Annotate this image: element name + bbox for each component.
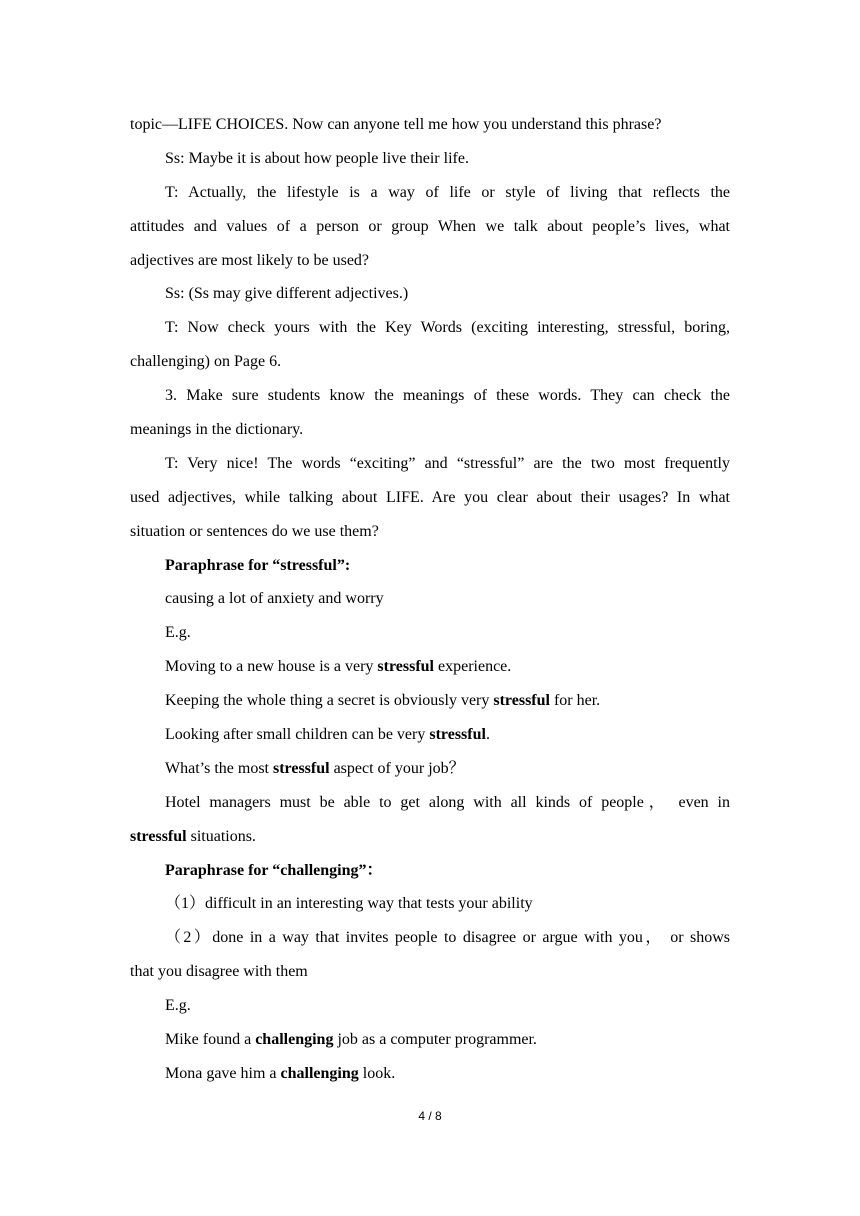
paragraph-line: situation or sentences do we use them?: [130, 522, 379, 540]
paragraph-line: Ss: Maybe it is about how people live their life.: [165, 149, 469, 167]
example-sentence: [130, 718, 730, 752]
paragraph-line: T: Actually, the lifestyle is a way of life or style of living that reflects the: [165, 183, 730, 201]
section-heading: Paraphrase for “challenging”：: [165, 861, 383, 879]
example-label: E.g.: [165, 624, 191, 642]
example-sentence: [130, 684, 730, 718]
definition-line: causing a lot of anxiety and worry: [165, 590, 384, 608]
example-text-after: aspect of your job？: [329, 759, 465, 777]
example-text-after: .: [485, 726, 490, 744]
section-heading: Paraphrase for “stressful”:: [165, 556, 351, 574]
keyword: stressful: [130, 827, 187, 845]
example-text-after: for her.: [549, 692, 601, 710]
example-text-after: situations.: [186, 827, 256, 845]
example-text-before: Moving to a new house is a very: [165, 658, 378, 676]
paragraph-line: adjectives are most likely to be used?: [130, 251, 370, 269]
paragraph-line: challenging) on Page 6.: [130, 353, 282, 371]
example-text-after: experience.: [434, 658, 512, 676]
keyword: stressful: [272, 759, 330, 777]
example-sentence: [130, 820, 730, 854]
example-text-before: Keeping the whole thing a secret is obviously very: [165, 692, 494, 710]
example-sentence: [130, 650, 730, 684]
example-text-before: Looking after small children can be very: [165, 726, 430, 744]
keyword: challenging: [280, 1064, 359, 1082]
example-label: E.g.: [165, 997, 191, 1015]
paragraph-line: meanings in the dictionary.: [130, 421, 304, 439]
example-sentence: [130, 1057, 730, 1091]
paragraph-line: attitudes and values of a person or group When we talk about people’s lives, what: [130, 217, 730, 235]
keyword: stressful: [377, 658, 434, 676]
example-text-before: Mike found a: [165, 1031, 256, 1049]
definition-line: that you disagree with them: [130, 963, 308, 981]
page-number: 4 / 8: [418, 1109, 442, 1123]
paragraph-line: T: Very nice! The words “exciting” and “stressful” are the two most frequently: [165, 454, 730, 472]
example-text-after: job as a computer programmer.: [333, 1031, 537, 1049]
paragraph-line: 3. Make sure students know the meanings of these words. They can check the: [165, 387, 730, 405]
example-sentence: Hotel managers must be able to get along with all kinds of people， even in: [165, 793, 730, 811]
document-page: [130, 108, 730, 1091]
example-text-before: What’s the most: [165, 759, 273, 777]
keyword: stressful: [429, 726, 486, 744]
paragraph-line: topic—LIFE CHOICES. Now can anyone tell me how you understand this phrase?: [130, 116, 662, 133]
definition-line: （1）difficult in an interesting way that tests your ability: [165, 895, 533, 913]
definition-line: （2）done in a way that invites people to disagree or argue with you， or shows: [165, 929, 730, 947]
paragraph-line: Ss: (Ss may give different adjectives.): [165, 285, 409, 303]
paragraph-line: T: Now check yours with the Key Words (exciting interesting, stressful, boring,: [165, 319, 730, 337]
example-text-before: Mona gave him a: [165, 1064, 281, 1082]
example-text-after: look.: [358, 1064, 396, 1082]
example-sentence: [130, 752, 730, 786]
keyword: challenging: [255, 1031, 334, 1049]
paragraph-line: used adjectives, while talking about LIFE. Are you clear about their usages? In what: [130, 488, 730, 506]
keyword: stressful: [493, 692, 550, 710]
example-sentence: [130, 1023, 730, 1057]
